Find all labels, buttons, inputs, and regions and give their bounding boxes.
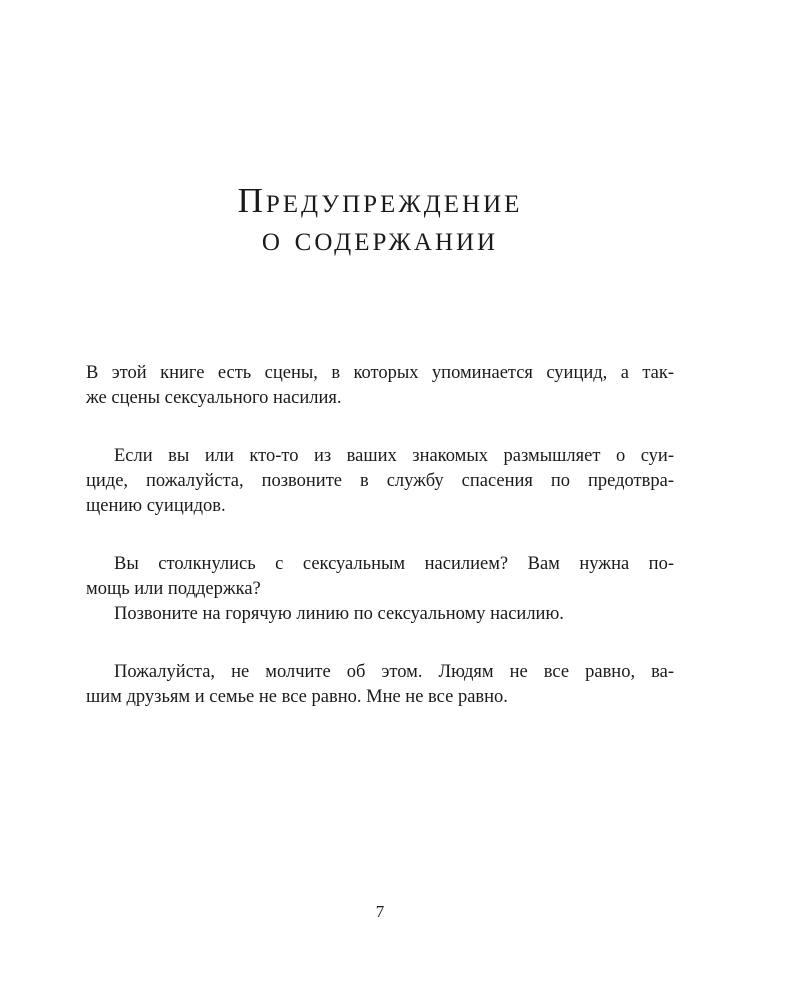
paragraph-gap [86,627,674,660]
paragraph-suicide-help [86,444,674,519]
paragraph-gap [86,519,674,552]
text-line: щению суицидов. [86,496,226,516]
text-line: шим друзьям и семье не все равно. Мне не все равно. [86,687,508,707]
page-title [0,182,760,258]
text-line: В этой книге есть сцены, в которых упоминается суицид, а так- [86,363,674,383]
text-line: циде, пожалуйста, позвоните в службу спасения по предотвра- [86,471,674,491]
paragraph-violence-question [86,552,674,602]
text-line: Вы столкнулись с сексуальным насилием? Вам нужна по- [114,554,674,574]
text-line: же сцены сексуального насилия. [86,388,342,408]
title-line-2: о содержании [261,219,499,258]
warning-text [86,361,674,710]
text-line: Если вы или кто-то из ваших знакомых размышляет о суи- [114,446,674,466]
paragraph-closing [86,660,674,710]
paragraph-gap [86,411,674,444]
title-line-1: Предупреждение [237,181,523,220]
page-number: 7 [375,902,385,921]
text-line: мощь или поддержка? [86,579,261,599]
text-line: Пожалуйста, не молчите об этом. Людям не все равно, ва- [114,662,674,682]
paragraph-intro [86,361,674,411]
text-line: Позвоните на горячую линию по сексуальному насилию. [114,604,564,624]
paragraph-hotline [86,602,674,627]
